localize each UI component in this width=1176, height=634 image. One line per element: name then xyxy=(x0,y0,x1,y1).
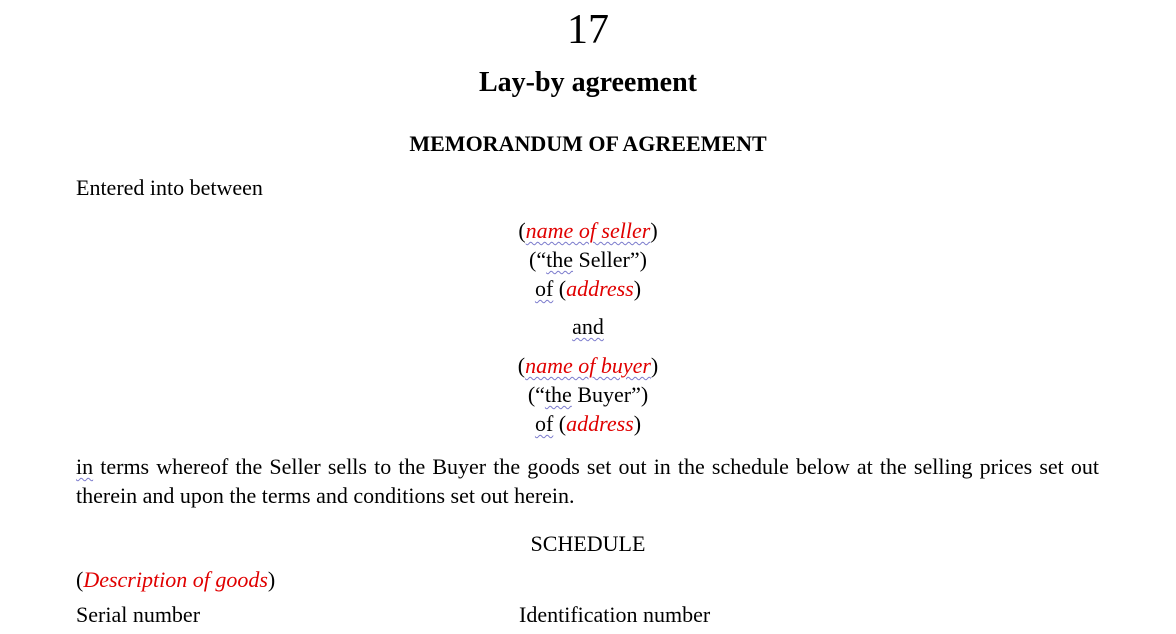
buyer-address-line xyxy=(0,409,1176,438)
goods-close-paren: ) xyxy=(267,567,276,592)
serial-number-label: Serial number xyxy=(76,602,201,627)
seller-open-paren: ( xyxy=(518,218,526,243)
buyer-addr-open: ( xyxy=(553,411,567,436)
document-title: Lay-by agreement xyxy=(479,67,697,98)
seller-name-placeholder[interactable]: name of seller xyxy=(525,218,651,243)
goods-description-line xyxy=(76,566,275,594)
seller-address-placeholder[interactable]: address xyxy=(566,276,634,301)
seller-addr-open: ( xyxy=(553,276,567,301)
seller-role-line xyxy=(0,245,1176,274)
buyer-of: of xyxy=(534,411,554,436)
seller-close-paren: ) xyxy=(650,218,658,243)
seller-of: of xyxy=(534,276,554,301)
buyer-name-line xyxy=(0,351,1176,380)
seller-block xyxy=(0,216,1176,303)
identification-number-label: Identification number xyxy=(519,602,711,627)
document-subtitle: MEMORANDUM OF AGREEMENT xyxy=(409,131,767,156)
goods-open-paren: ( xyxy=(76,567,84,592)
buyer-block xyxy=(0,351,1176,438)
terms-in-word: in xyxy=(76,454,94,479)
buyer-close-paren: ) xyxy=(650,353,659,378)
terms-paragraph xyxy=(76,452,1099,510)
goods-description-placeholder[interactable]: Description of goods xyxy=(83,567,268,592)
seller-name-line xyxy=(0,216,1176,245)
buyer-role-name: Buyer”) xyxy=(571,382,649,407)
and-line xyxy=(0,312,1176,341)
buyer-role-the: the xyxy=(544,382,572,407)
buyer-role-line xyxy=(0,380,1176,409)
and-text: and xyxy=(572,314,604,339)
seller-role-open: (“ xyxy=(529,247,547,272)
seller-addr-close: ) xyxy=(633,276,642,301)
section-number: 17 xyxy=(567,7,609,53)
buyer-addr-close: ) xyxy=(633,411,642,436)
seller-role-name: Seller”) xyxy=(573,247,647,272)
buyer-address-placeholder[interactable]: address xyxy=(566,411,634,436)
buyer-open-paren: ( xyxy=(517,353,526,378)
terms-text: terms whereof the Seller sells to the Buyer the goods set out in the schedule below at the selling prices set out therein and upon the terms and conditions set out herein. xyxy=(76,454,1099,508)
schedule-heading: SCHEDULE xyxy=(530,531,646,556)
buyer-name-placeholder[interactable]: name of buyer xyxy=(525,353,651,378)
seller-role-the: the xyxy=(546,247,574,272)
intro-text: Entered into between xyxy=(76,175,263,200)
buyer-role-open: (“ xyxy=(527,382,545,407)
seller-address-line xyxy=(0,274,1176,303)
